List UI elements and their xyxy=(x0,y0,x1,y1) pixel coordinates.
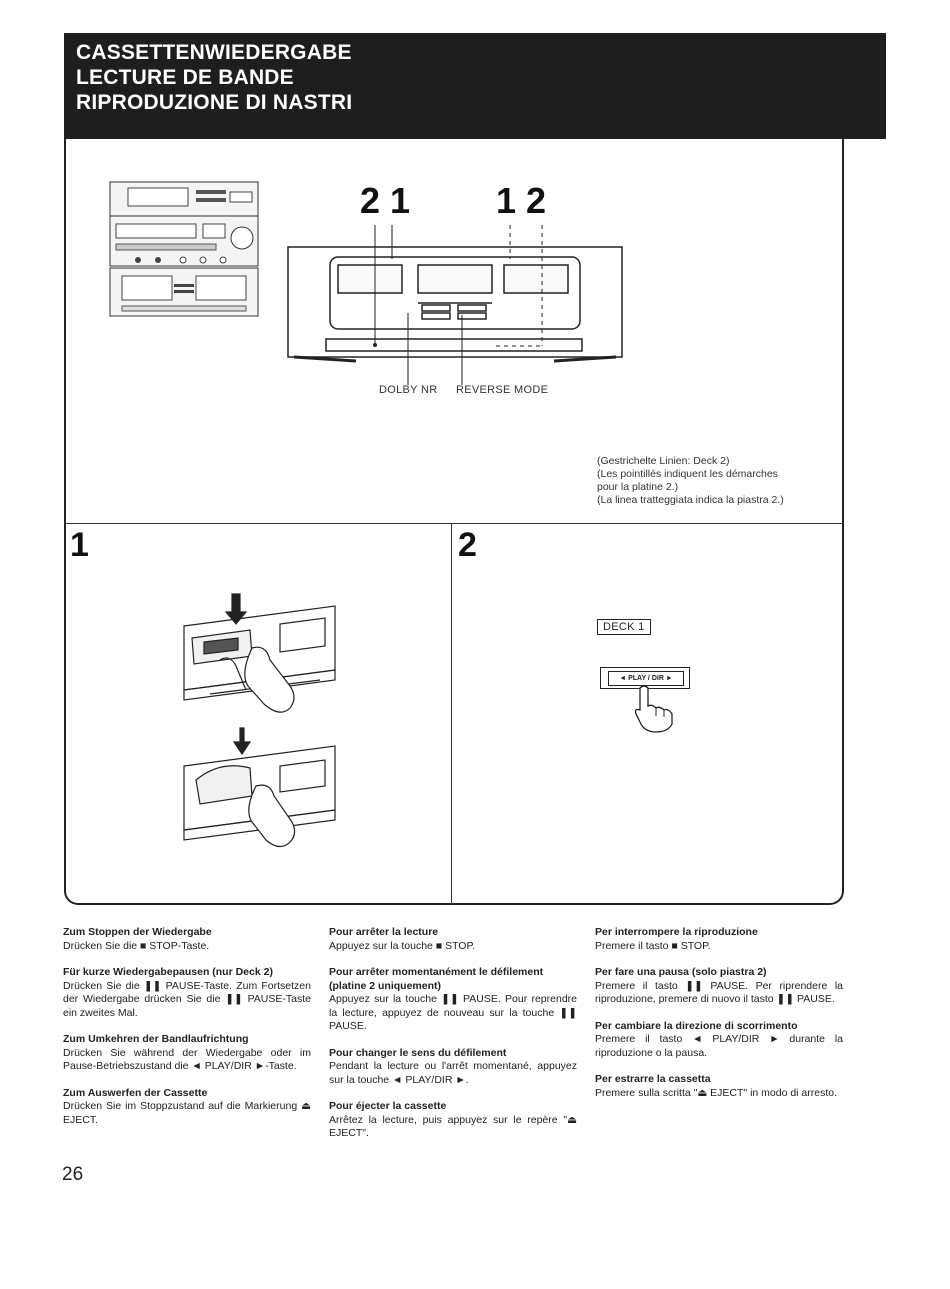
section-stop xyxy=(63,926,311,953)
callout-right: 1 2 xyxy=(496,180,547,221)
step-divider-vertical xyxy=(451,523,452,904)
section-body: Premere il tasto ■ STOP. xyxy=(595,939,711,952)
section-title: Pour changer le sens du défilement xyxy=(329,1046,507,1059)
column-german xyxy=(63,926,311,1140)
section-body: Drücken Sie während der Wiedergabe oder im Pause-Betriebszustand die ◄ PLAY/DIR ►-Taste. xyxy=(63,1046,311,1072)
section-title: Per fare una pausa (solo piastra 2) xyxy=(595,966,767,978)
section-title: Per estrarre la cassetta xyxy=(595,1073,711,1085)
cassette-deck-diagram xyxy=(286,225,626,370)
section-pause xyxy=(595,966,843,1007)
section-title: Zum Umkehren der Bandlaufrichtung xyxy=(63,1033,249,1045)
header-title-de: CASSETTENWIEDERGABE xyxy=(76,41,352,64)
step-divider-horizontal xyxy=(64,523,844,524)
step-1-number: 1 xyxy=(70,526,89,564)
section-stop xyxy=(595,926,843,953)
section-title: Zum Auswerfen der Cassette xyxy=(63,1086,208,1099)
section-body: Drücken Sie die ■ STOP-Taste. xyxy=(63,939,210,952)
section-eject xyxy=(595,1073,843,1100)
note-line: (Gestricheltе Linien: Deck 2) xyxy=(597,455,730,467)
section-reverse xyxy=(329,1047,577,1088)
note-line: (La linea tratteggiata indica la piastra 2.) xyxy=(597,494,784,506)
section-body: Premere sulla scritta "⏏ EJECT" in modo di arresto. xyxy=(595,1086,838,1099)
section-title: Pour arrêter momentanément le défilement (platine 2 uniquement) xyxy=(329,966,544,992)
section-title: Für kurze Wiedergabepausen (nur Deck 2) xyxy=(63,966,273,978)
section-body: Premere il tasto ❚❚ PAUSE. Per riprendere la riproduzione, premere di nuovo il tasto ❚❚ PAUSE. xyxy=(595,979,843,1005)
section-body: Drücken Sie die ❚❚ PAUSE-Taste. Zum Fortsetzen der Wiedergabe drücken Sie die ❚❚ PAUSE-Taste ein zweites Mal. xyxy=(63,979,311,1019)
section-stop xyxy=(329,926,577,953)
section-body: Arrêtez la lecture, puis appuyez sur le repère "⏏ EJECT". xyxy=(329,1113,577,1139)
section-body: Appuyez sur la touche ❚❚ PAUSE. Pour reprendre la lecture, appuyez de nouveau sur la touche ❚❚ PAUSE. xyxy=(329,993,577,1032)
callout-left: 2 1 xyxy=(360,180,411,221)
header-title-fr: LECTURE DE BANDE xyxy=(76,66,294,89)
note-line: (Les pointillés indiquent les démarches xyxy=(597,468,778,480)
deck-1-label: DECK 1 xyxy=(597,619,651,635)
section-eject xyxy=(63,1087,311,1128)
section-eject xyxy=(329,1100,577,1141)
section-reverse xyxy=(63,1033,311,1074)
page-header xyxy=(64,33,886,139)
section-title: Pour éjecter la cassette xyxy=(329,1100,447,1112)
label-reverse-mode: REVERSE MODE xyxy=(456,384,549,396)
deck-note xyxy=(597,455,827,507)
insert-cassette-illustration xyxy=(180,590,345,860)
section-pause xyxy=(63,966,311,1020)
note-line: pour la platine 2.) xyxy=(597,481,679,493)
column-french xyxy=(329,926,577,1154)
section-body: Premere il tasto ◄ PLAY/DIR ► durante la riproduzione o la pausa. xyxy=(595,1033,843,1059)
page-number: 26 xyxy=(62,1164,84,1185)
section-title: Zum Stoppen der Wiedergabe xyxy=(63,926,212,938)
section-reverse xyxy=(595,1020,843,1061)
section-title: Pour arrêter la lecture xyxy=(329,926,439,938)
label-dolby-nr: DOLBY NR xyxy=(379,384,438,396)
section-body: Drücken Sie im Stoppzustand auf die Markierung ⏏ EJECT. xyxy=(63,1100,311,1126)
section-body: Appuyez sur la touche ■ STOP. xyxy=(329,939,476,952)
section-pause xyxy=(329,966,577,1034)
step-2-number: 2 xyxy=(458,526,477,564)
pointing-hand-icon xyxy=(628,684,678,734)
header-title-it: RIPRODUZIONE DI NASTRI xyxy=(76,91,353,114)
section-body: Pendant la lecture ou l'arrêt momentané, appuyez sur la touche ◄ PLAY/DIR ►. xyxy=(329,1060,577,1086)
system-thumbnail-icon xyxy=(108,180,260,320)
column-italian xyxy=(595,926,843,1113)
play-dir-button[interactable]: ◄ PLAY / DIR ► xyxy=(608,671,684,686)
section-title: Per interrompere la riproduzione xyxy=(595,926,758,938)
section-title: Per cambiare la direzione di scorrimento xyxy=(595,1019,798,1032)
